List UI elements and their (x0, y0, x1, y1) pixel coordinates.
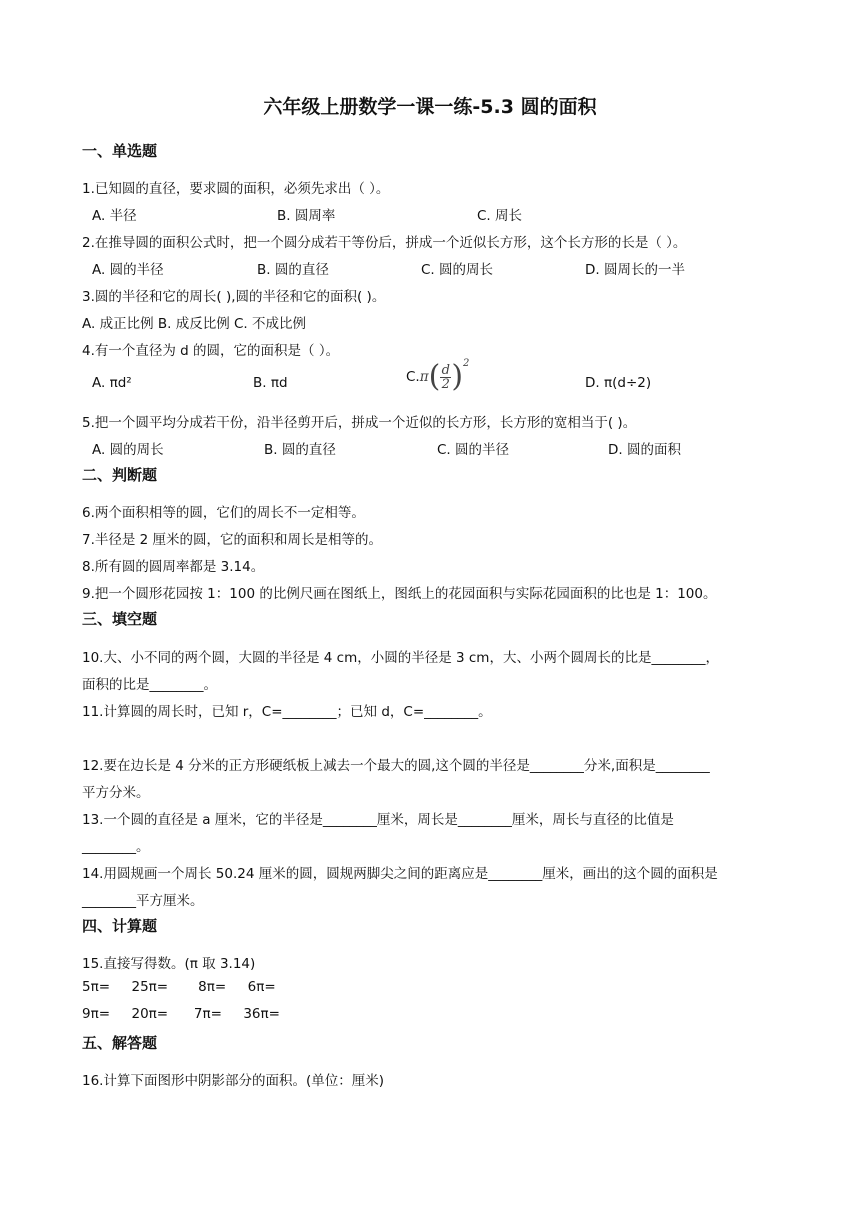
question-5-option-c: C. 圆的半径 (437, 442, 510, 458)
fraction-exponent: 2 (463, 358, 470, 369)
question-8: 8.所有圆的圆周率都是 3.14。 (82, 559, 265, 575)
question-9: 9.把一个圆形花园按 1：100 的比例尺画在图纸上，图纸上的花园面积与实际花园面积的比也是 1：100。 (82, 586, 717, 602)
question-2-option-c: C. 圆的周长 (421, 262, 494, 278)
question-4-stem: 4.有一个直径为 d 的圆，它的面积是（ ）。 (82, 343, 340, 359)
question-15-row-2: 9π= 20π= 7π= 36π= (82, 1006, 280, 1022)
question-4-option-d: D. π(d÷2) (585, 375, 652, 391)
question-14-line-1: 14.用圆规画一个周长 50.24 厘米的圆，圆规两脚尖之间的距离应是________厘米，画出的这个圆的面积是 (82, 866, 718, 882)
question-1-stem: 1.已知圆的直径，要求圆的面积，必须先求出（ ）。 (82, 181, 390, 197)
question-3-stem: 3.圆的半径和它的周长( ),圆的半径和它的面积( )。 (82, 289, 386, 305)
section-heading-single-choice: 一、单选题 (82, 142, 158, 160)
question-16: 16.计算下面图形中阴影部分的面积。(单位：厘米) (82, 1073, 385, 1089)
question-4-option-b: B. πd (253, 375, 288, 391)
section-heading-calculation: 四、计算题 (82, 917, 158, 935)
question-10-line-2: 面积的比是________。 (82, 677, 217, 693)
question-15-stem: 15.直接写得数。(π 取 3.14) (82, 956, 256, 972)
fraction-numerator: d (441, 362, 450, 378)
question-13-line-1: 13.一个圆的直径是 a 厘米，它的半径是________厘米，周长是________厘米，周长与直径的比值是 (82, 812, 674, 828)
question-10-line-1: 10.大、小不同的两个圆，大圆的半径是 4 cm，小圆的半径是 3 cm，大、小两个圆周长的比是________， (82, 650, 719, 666)
question-5-stem: 5.把一个圆平均分成若干份，沿半径剪开后，拼成一个近似的长方形，长方形的宽相当于( )。 (82, 415, 637, 431)
question-7: 7.半径是 2 厘米的圆，它的面积和周长是相等的。 (82, 532, 383, 548)
question-4-option-c-label: C. (406, 369, 420, 385)
question-2-stem: 2.在推导圆的面积公式时，把一个圆分成若干等份后，拼成一个近似长方形，这个长方形的长是（ ）。 (82, 235, 687, 251)
question-5-option-a: A. 圆的周长 (92, 442, 164, 458)
question-6: 6.两个面积相等的圆，它们的周长不一定相等。 (82, 505, 365, 521)
question-13-line-2: ________。 (82, 839, 150, 855)
question-5-option-d: D. 圆的面积 (608, 442, 681, 458)
question-2-option-a: A. 圆的半径 (92, 262, 164, 278)
formula-pi-d-over-2-squared: π ( d 2 ) $^2$ (419, 358, 470, 394)
section-heading-solve: 五、解答题 (82, 1034, 158, 1052)
question-15-row-1: 5π= 25π= 8π= 6π= (82, 979, 276, 995)
question-1-option-b: B. 圆周率 (277, 208, 336, 224)
page-title: 六年级上册数学一课一练-5.3 圆的面积 (263, 96, 597, 118)
question-11: 11.计算圆的周长时，已知 r，C=________；已知 d，C=________。 (82, 704, 492, 720)
question-4-option-c (406, 358, 470, 394)
section-heading-true-false: 二、判断题 (82, 466, 158, 484)
pi-symbol: π (419, 369, 429, 385)
question-1-option-a: A. 半径 (92, 208, 137, 224)
question-5-option-b: B. 圆的直径 (264, 442, 336, 458)
question-2-option-d: D. 圆周长的一半 (585, 262, 685, 278)
question-12-line-2: 平方分米。 (82, 785, 150, 801)
section-heading-fill-blank: 三、填空题 (82, 610, 158, 628)
question-12-line-1: 12.要在边长是 4 分米的正方形硬纸板上减去一个最大的圆,这个圆的半径是________分米,面积是________ (82, 758, 710, 774)
question-3-options: A. 成正比例 B. 成反比例 C. 不成比例 (82, 316, 307, 332)
question-2-option-b: B. 圆的直径 (257, 262, 329, 278)
question-1-option-c: C. 周长 (477, 208, 523, 224)
question-14-line-2: ________平方厘米。 (82, 893, 204, 909)
question-4-option-a: A. πd² (92, 375, 132, 391)
fraction-denominator: 2 (441, 376, 450, 392)
